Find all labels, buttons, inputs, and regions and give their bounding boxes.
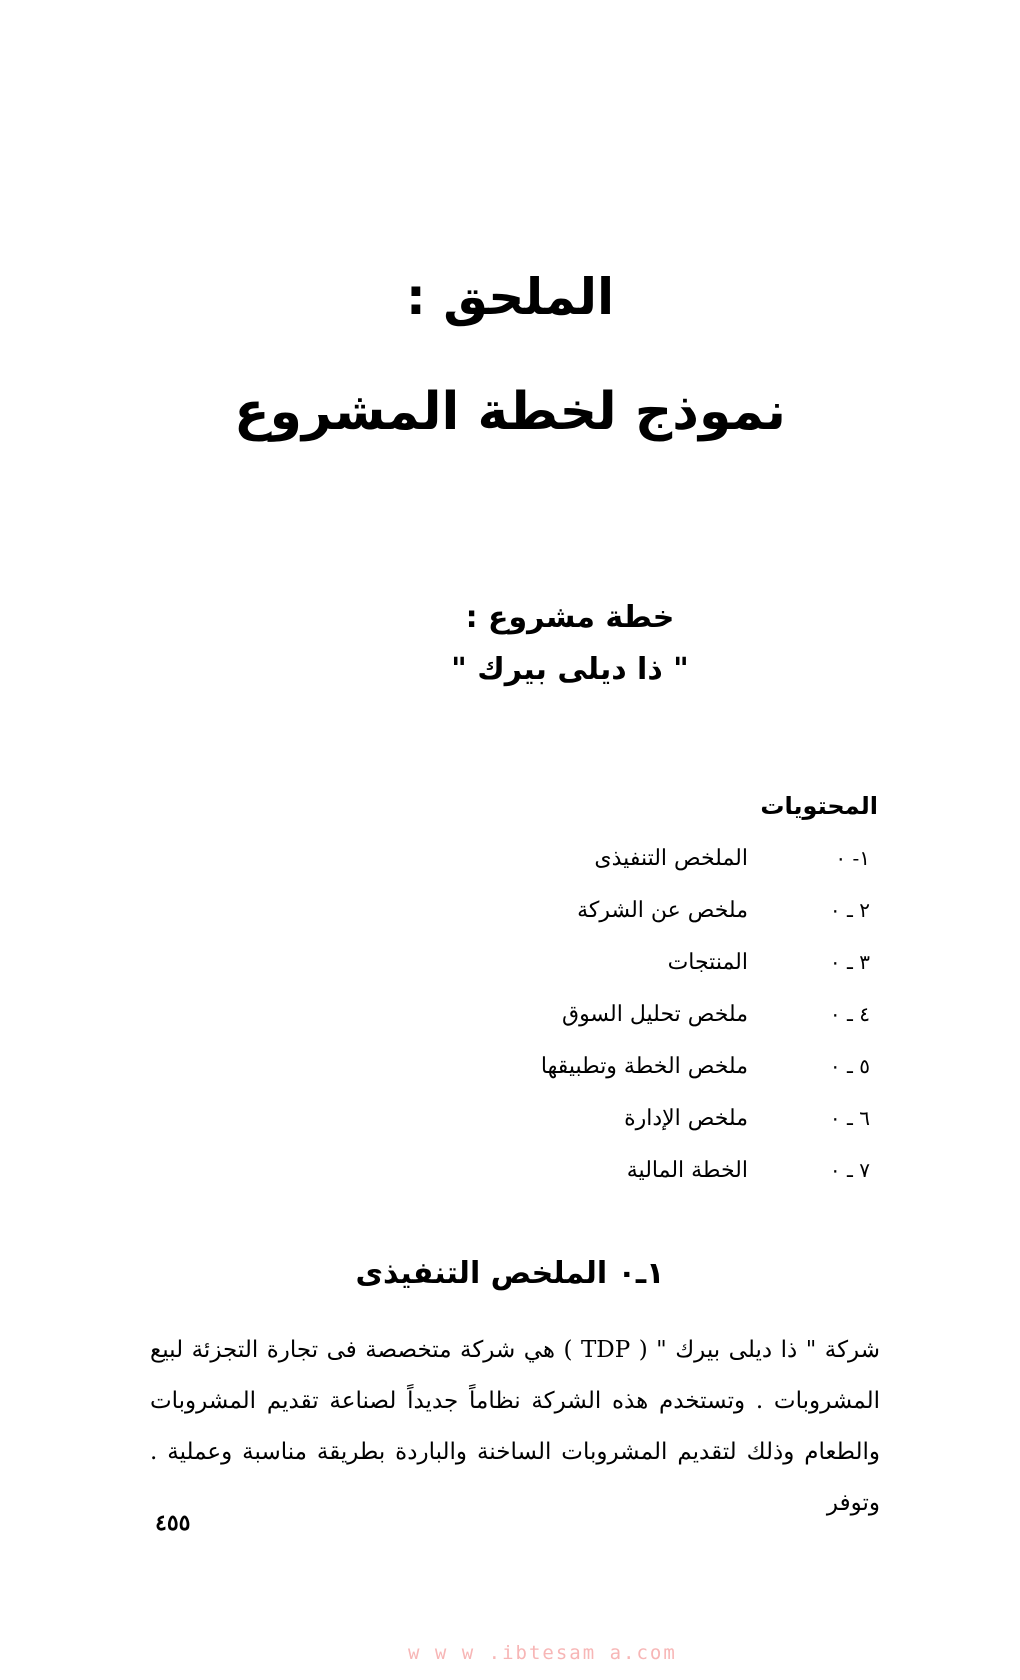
toc-number: ٢ ـ ٠ — [829, 898, 870, 922]
toc-text: ملخص الخطة وتطبيقها — [540, 1054, 748, 1079]
toc-item — [0, 1106, 1020, 1146]
page-number: ٤٥٥ — [155, 1510, 191, 1536]
appendix-title: الملحق : — [405, 268, 615, 326]
toc-text: المنتجات — [667, 950, 748, 975]
toc-text: ملخص الإدارة — [624, 1106, 748, 1131]
appendix-subtitle: نموذج لخطة المشروع — [234, 382, 786, 442]
toc-item — [0, 846, 1020, 886]
toc-number: ٦ ـ ٠ — [829, 1106, 870, 1130]
toc-number: ٧ ـ ٠ — [829, 1158, 870, 1182]
toc-text: الملخص التنفيذى — [594, 846, 748, 871]
toc-text: ملخص عن الشركة — [577, 898, 748, 923]
body-paragraph: شركة " ذا ديلى بيرك " ( TDP ) هي شركة متخصصة فى تجارة التجزئة لبيع المشروبات . وتستخدم هذه الشركة نظاماً جديداً لصناعة تقديم المشروبات والطعام وذلك لتقديم المشروبات الساخنة والباردة بطريقة مناسبة وعملية . وتوفر — [150, 1337, 880, 1516]
toc-number: ٤ ـ ٠ — [829, 1002, 870, 1026]
toc-text: الخطة المالية — [626, 1158, 748, 1183]
toc-number: ٣ ـ ٠ — [829, 950, 870, 974]
contents-heading: المحتويات — [760, 792, 878, 820]
toc-item — [0, 898, 1020, 938]
toc-item — [0, 1158, 1020, 1198]
section-heading: ١ـ٠ الملخص التنفيذى — [355, 1256, 665, 1291]
toc-item — [0, 1002, 1020, 1042]
toc-item — [0, 1054, 1020, 1094]
plan-label: خطة مشروع : — [465, 600, 675, 635]
toc-text: ملخص تحليل السوق — [562, 1002, 748, 1027]
toc-number: ١- ٠ — [835, 846, 870, 870]
watermark: w w w .ibtesam a.com — [408, 1642, 677, 1664]
toc-item — [0, 950, 1020, 990]
plan-name: " ذا ديلى بيرك " — [451, 652, 689, 687]
toc-number: ٥ ـ ٠ — [829, 1054, 870, 1078]
